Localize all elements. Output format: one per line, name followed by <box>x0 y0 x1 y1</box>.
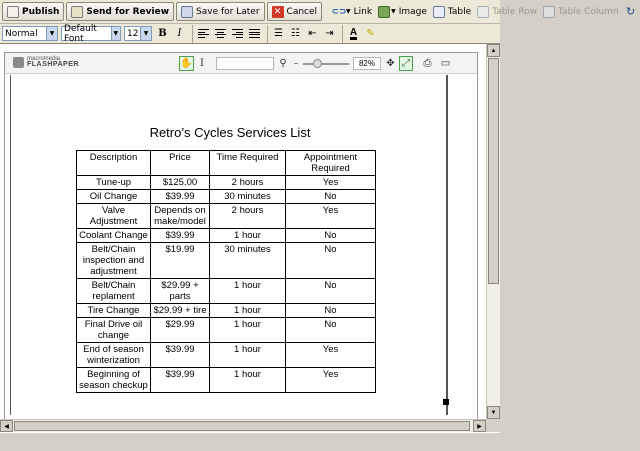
align-center-button[interactable] <box>213 26 228 41</box>
save-icon <box>181 6 193 18</box>
table-cell: End of season winterization <box>77 343 151 368</box>
font-value: Default Font <box>64 23 97 44</box>
table-cell: Beginning of season checkup <box>77 368 151 393</box>
table-cell: No <box>286 243 376 279</box>
document-icon <box>7 6 19 18</box>
header-description: Description <box>77 151 151 176</box>
bulleted-list-button[interactable] <box>271 26 286 41</box>
table-cell: Tune-up <box>77 176 151 190</box>
italic-button[interactable]: I <box>177 28 182 39</box>
table-cell: Tire Change <box>77 304 151 318</box>
fit-width-icon[interactable]: ✥ <box>386 58 395 69</box>
zoom-level[interactable]: 82% <box>353 57 381 70</box>
link-icon: ⊂⊃ <box>331 6 347 17</box>
cancel-button[interactable] <box>267 2 323 21</box>
size-value: 12 <box>127 28 139 39</box>
table-row <box>77 304 376 318</box>
table-cell: 1 hour <box>210 343 286 368</box>
align-right-icon <box>232 29 243 38</box>
align-left-button[interactable] <box>196 26 211 41</box>
align-right-button[interactable] <box>230 26 245 41</box>
table-row <box>77 176 376 190</box>
scroll-up-icon[interactable]: ▲ <box>487 44 500 57</box>
table-cell: $39.99 <box>151 229 210 243</box>
scroll-down-icon[interactable]: ▼ <box>487 406 500 419</box>
send-for-review-label: Send for Review <box>86 6 170 17</box>
align-left-icon <box>198 29 209 38</box>
table-icon <box>433 6 445 18</box>
save-for-later-button[interactable] <box>176 2 264 21</box>
style-value: Normal <box>5 28 38 39</box>
table-cell: $19.99 <box>151 243 210 279</box>
table-cell: $29.99 + tire <box>151 304 210 318</box>
table-cell: No <box>286 190 376 204</box>
table-row <box>77 368 376 393</box>
size-select[interactable] <box>124 26 152 41</box>
numbered-list-button[interactable] <box>288 26 303 41</box>
table-cell: 1 hour <box>210 279 286 304</box>
toolbar-divider <box>342 25 343 43</box>
table-cell: 1 hour <box>210 368 286 393</box>
table-row <box>77 229 376 243</box>
justify-icon <box>249 29 260 38</box>
table-cell: 30 minutes <box>210 190 286 204</box>
scroll-thumb[interactable] <box>14 421 470 431</box>
send-for-review-button[interactable] <box>66 2 174 21</box>
table-row <box>77 318 376 343</box>
table-cell: Coolant Change <box>77 229 151 243</box>
bulleted-list-icon: ☰ <box>274 28 283 39</box>
main-toolbar <box>0 0 636 24</box>
publish-button[interactable] <box>2 2 64 21</box>
header-price: Price <box>151 151 210 176</box>
outdent-button[interactable] <box>305 26 320 41</box>
highlight-button[interactable] <box>363 26 378 41</box>
cancel-label: Cancel <box>286 6 318 17</box>
bold-button[interactable]: B <box>158 28 167 39</box>
numbered-list-icon: ☷ <box>291 28 300 39</box>
table-row <box>77 343 376 368</box>
table-header-row <box>77 151 376 176</box>
table-row-icon <box>477 6 489 18</box>
link-label: Link <box>353 6 373 17</box>
help-icon: ↻ <box>626 4 636 18</box>
chevron-down-icon: ▼ <box>391 8 396 15</box>
status-bar <box>0 432 500 451</box>
style-select[interactable] <box>2 26 58 41</box>
scrollbar-corner <box>486 419 500 432</box>
toolbar-divider <box>267 25 268 43</box>
fit-page-icon[interactable]: ⤢ <box>399 56 413 71</box>
search-input[interactable] <box>216 57 274 70</box>
table-row-label: Table Row <box>492 6 538 17</box>
table-column-icon <box>543 6 555 18</box>
table-button[interactable] <box>430 2 474 21</box>
table-cell: $125.00 <box>151 176 210 190</box>
toolbar-divider <box>192 25 193 43</box>
image-label: Image <box>398 6 427 17</box>
table-cell: 1 hour <box>210 229 286 243</box>
logo-bottom-text: FLASHPAPER <box>27 61 79 68</box>
table-cell: No <box>286 229 376 243</box>
table-row <box>77 243 376 279</box>
image-button[interactable] <box>375 2 430 21</box>
table-cell: Yes <box>286 204 376 229</box>
scroll-left-icon[interactable]: ◀ <box>0 420 13 432</box>
table-cell: Oil Change <box>77 190 151 204</box>
table-row <box>77 204 376 229</box>
search-icon[interactable]: ⚲ <box>279 58 287 69</box>
menu-icon[interactable]: ▭ <box>440 58 451 69</box>
macromedia-logo-icon <box>13 57 24 68</box>
header-appointment-required: Appointment Required <box>286 151 376 176</box>
indent-icon: ⇥ <box>325 28 334 39</box>
chevron-down-icon: ▼ <box>140 27 151 40</box>
horizontal-scrollbar[interactable] <box>0 419 486 432</box>
publish-label: Publish <box>22 6 60 17</box>
table-cell: $39.99 <box>151 343 210 368</box>
text-color-icon: A <box>349 26 358 38</box>
table-cell: Yes <box>286 343 376 368</box>
text-select-icon[interactable]: I <box>200 58 204 69</box>
table-cell: No <box>286 304 376 318</box>
scroll-right-icon[interactable]: ▶ <box>473 420 486 432</box>
zoom-slider-handle[interactable] <box>313 59 322 68</box>
chevron-down-icon: ▼ <box>46 27 57 40</box>
table-cell: No <box>286 279 376 304</box>
justify-button[interactable] <box>247 26 262 41</box>
vertical-scrollbar[interactable] <box>486 44 500 419</box>
table-cell: $29.99 + parts <box>151 279 210 304</box>
save-for-later-label: Save for Later <box>196 6 260 17</box>
envelope-icon <box>71 6 83 18</box>
table-cell: $39.99 <box>151 368 210 393</box>
table-column-label: Table Column <box>558 6 619 17</box>
table-cell: Belt/Chain replament <box>77 279 151 304</box>
table-cell: $29.99 <box>151 318 210 343</box>
table-cell: $39.99 <box>151 190 210 204</box>
outdent-icon: ⇤ <box>308 28 317 39</box>
scroll-thumb[interactable] <box>488 58 499 284</box>
zoom-out-icon[interactable]: − <box>293 59 299 68</box>
header-time-required: Time Required <box>210 151 286 176</box>
flashpaper-logo <box>13 56 79 68</box>
table-row <box>77 190 376 204</box>
text-color-button[interactable] <box>346 26 361 41</box>
table-cell: Valve Adjustment <box>77 204 151 229</box>
document-page <box>10 75 448 415</box>
zoom-slider[interactable] <box>303 63 349 65</box>
logo-top-text: macromedia <box>27 56 61 62</box>
table-cell: 2 hours <box>210 176 286 190</box>
table-cell: Yes <box>286 176 376 190</box>
align-center-icon <box>215 29 226 38</box>
table-cell: Belt/Chain inspection and adjustment <box>77 243 151 279</box>
image-icon <box>378 6 390 18</box>
hand-tool-icon[interactable]: ✋ <box>180 58 193 69</box>
flashpaper-toolbar <box>5 53 477 74</box>
table-cell: 2 hours <box>210 204 286 229</box>
table-cell: No <box>286 318 376 343</box>
table-label: Table <box>447 6 472 17</box>
format-toolbar <box>0 24 500 44</box>
help-button[interactable] <box>622 2 640 21</box>
indent-button[interactable] <box>322 26 337 41</box>
table-cell: Depends on make/model <box>151 204 210 229</box>
table-row-button[interactable] <box>474 2 540 21</box>
page-resize-handle[interactable] <box>443 399 449 405</box>
table-cell: Final Drive oil change <box>77 318 151 343</box>
table-row <box>77 279 376 304</box>
close-icon: ✕ <box>272 6 284 18</box>
document-title: Retro’s Cycles Services List <box>149 125 311 140</box>
table-cell: 1 hour <box>210 318 286 343</box>
table-cell: 1 hour <box>210 304 286 318</box>
table-cell: Yes <box>286 368 376 393</box>
table-column-button[interactable] <box>540 2 622 21</box>
services-table <box>76 150 376 393</box>
font-select[interactable] <box>61 23 121 44</box>
highlighter-icon: ✎ <box>366 28 375 39</box>
print-icon[interactable]: ⎙ <box>423 58 432 69</box>
table-cell: 30 minutes <box>210 243 286 279</box>
link-button[interactable] <box>330 2 375 21</box>
chevron-down-icon: ▼ <box>346 8 351 15</box>
chevron-down-icon: ▼ <box>111 27 120 40</box>
